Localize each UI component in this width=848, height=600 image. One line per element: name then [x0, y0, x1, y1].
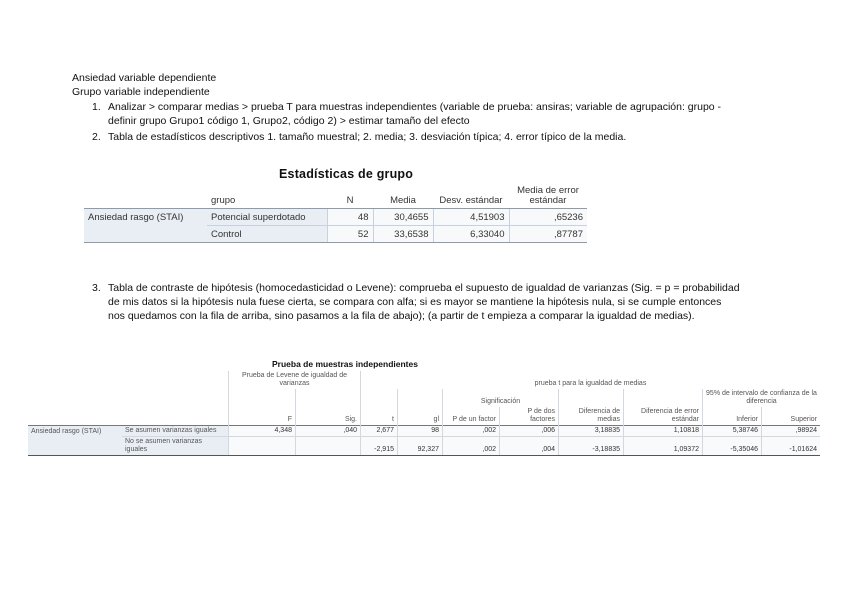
- group-stats-title: Estadísticas de grupo: [279, 167, 414, 181]
- intro-line-2: Grupo variable independiente: [72, 86, 210, 98]
- step-1-number: 1.: [92, 101, 101, 113]
- group-row-2-desv: 6,33040: [433, 226, 509, 243]
- ind-row-1-diff: 3,18835: [559, 426, 624, 437]
- ind-row-2-t: -2,915: [361, 437, 398, 456]
- col-error: Media de error estándar: [517, 185, 579, 206]
- group-row-1-n: 48: [327, 209, 373, 226]
- ind-test-title: Prueba de muestras independientes: [272, 359, 418, 369]
- ind-row-2-sup: -1,01624: [762, 437, 821, 456]
- col-n: N: [346, 195, 354, 206]
- ind-row-1-sup: ,98924: [762, 426, 821, 437]
- group-row-2-n: 52: [327, 226, 373, 243]
- step-3-number: 3.: [92, 282, 101, 294]
- ind-row-1-t: 2,677: [361, 426, 398, 437]
- group-row-1-label: Potencial superdotado: [207, 209, 327, 226]
- col-sig: Sig.: [296, 407, 361, 426]
- ind-row-2-err: 1,09372: [624, 437, 703, 456]
- col-t: t: [361, 407, 398, 426]
- ind-test-table: [28, 371, 820, 456]
- ind-row-2-label: No se asumen varianzas iguales: [122, 437, 229, 456]
- ttest-header: prueba t para la igualdad de medias: [361, 371, 821, 389]
- group-row-2-error: ,87787: [509, 226, 587, 243]
- ind-row-1-f: 4,348: [229, 426, 296, 437]
- ind-row-2-sig: [296, 437, 361, 456]
- col-grupo: grupo: [211, 195, 236, 206]
- step-2-line-1: Tabla de estadísticos descriptivos 1. tamaño muestral; 2. media; 3. desviación típica; 4. error típico de la media.: [108, 131, 627, 143]
- step-3-line-1: Tabla de contraste de hipótesis (homocedasticidad o Levene): comprueba el supuesto de igualdad de varianzas (Sig. = p = probabilidad: [108, 282, 740, 294]
- ind-row-2-gl: 92,327: [398, 437, 443, 456]
- ind-row-1-p2: ,006: [500, 426, 559, 437]
- group-row-2-media: 33,6538: [373, 226, 433, 243]
- ind-row-2-diff: -3,18835: [559, 437, 624, 456]
- levene-header: Prueba de Levene de igualdad de varianzas: [229, 371, 361, 389]
- col-diff: Diferencia de medias: [559, 407, 624, 426]
- ci-header: 95% de intervalo de confianza de la diferencia: [703, 389, 821, 407]
- intro-line-1: Ansiedad variable dependiente: [72, 72, 217, 84]
- col-err: Diferencia de error estándar: [624, 407, 703, 426]
- group-row-1-media: 30,4655: [373, 209, 433, 226]
- col-f: F: [229, 407, 296, 426]
- col-p1: P de un factor: [443, 407, 500, 426]
- step-3-line-3: nos quedamos con la fila de arriba, sino pasamos a la fila de abajo); (a partir de t empieza a comparar la igualdad de medias).: [108, 310, 695, 322]
- ind-row-1-gl: 98: [398, 426, 443, 437]
- col-media: Media: [390, 195, 416, 206]
- group-row-1-desv: 4,51903: [433, 209, 509, 226]
- col-gl: gl: [398, 407, 443, 426]
- ind-row-1-inf: 5,38746: [703, 426, 762, 437]
- step-3-line-2: de mis datos si la hipótesis nula fuese cierta, se compara con alfa; si es mayor se mantiene la hipótesis nula, si se cumple entonces: [108, 296, 722, 308]
- ind-row-2-p1: ,002: [443, 437, 500, 456]
- col-sup: Superior: [762, 407, 821, 426]
- group-row-2-label: Control: [207, 226, 327, 243]
- ind-row-1-label: Se asumen varianzas iguales: [122, 426, 229, 437]
- ind-row-1-err: 1,10818: [624, 426, 703, 437]
- step-1-line-2: definir grupo Grupo1 código 1, Grupo2, código 2) > estimar tamaño del efecto: [108, 115, 470, 127]
- ind-variable-label: Ansiedad rasgo (STAI): [28, 426, 122, 437]
- variable-label: Ansiedad rasgo (STAI): [84, 209, 207, 226]
- step-1-line-1: Analizar > comparar medias > prueba T para muestras independientes (variable de prueba: ansiras; variable de agrupación: grupo -: [108, 101, 722, 113]
- ind-row-2-inf: -5,35046: [703, 437, 762, 456]
- ind-row-2-f: [229, 437, 296, 456]
- col-p2: P de dos factores: [500, 407, 559, 426]
- ind-row-1-p1: ,002: [443, 426, 500, 437]
- step-2-number: 2.: [92, 131, 101, 143]
- group-stats-table: [84, 186, 587, 243]
- col-inf: Inferior: [703, 407, 762, 426]
- col-desv: Desv. estándar: [439, 195, 503, 206]
- sig-header: Significación: [443, 389, 559, 407]
- ind-row-1-sig: ,040: [296, 426, 361, 437]
- group-row-1-error: ,65236: [509, 209, 587, 226]
- ind-row-2-p2: ,004: [500, 437, 559, 456]
